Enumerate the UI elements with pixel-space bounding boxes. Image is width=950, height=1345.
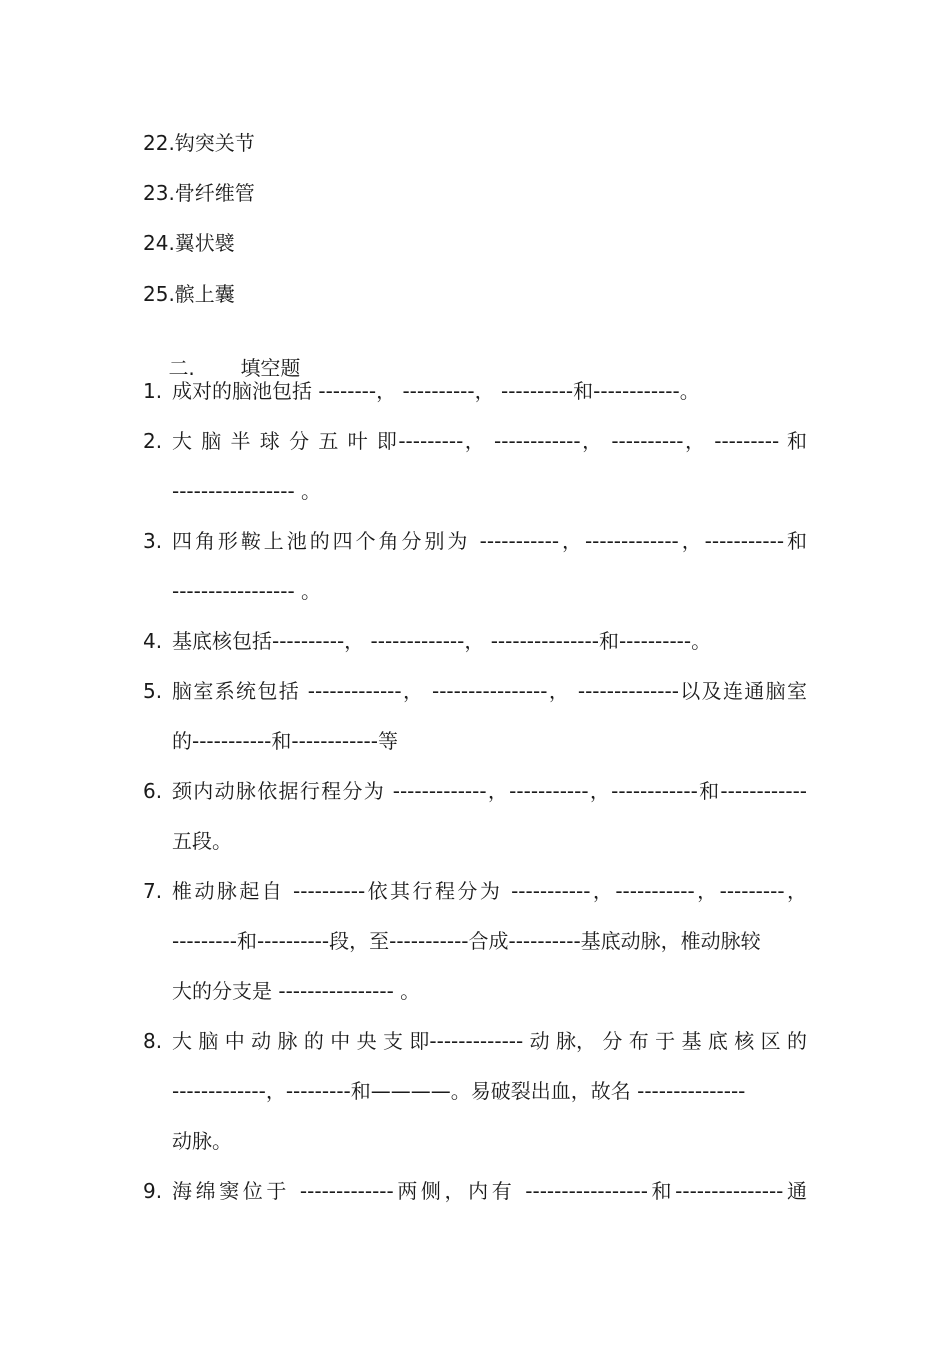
question-6 xyxy=(143,766,807,866)
question-line: 动脉。 xyxy=(172,1129,232,1153)
question-line: ----------------- 。 xyxy=(172,479,322,503)
question-number: 1. xyxy=(143,379,163,403)
term-item: 22.钩突关节 xyxy=(143,131,255,155)
question-line: 大 脑 中 动 脉 的 中 央 支 即------------- 动 脉， 分 布 于 基 底 核 区 的 xyxy=(172,1029,807,1053)
term-item: 24.翼状襞 xyxy=(143,231,235,255)
question-line: 颈内动脉依据行程分为 -------------，-----------，------------和------------ xyxy=(172,779,807,803)
term-item: 23.骨纤维管 xyxy=(143,181,255,205)
question-number: 6. xyxy=(143,779,163,803)
question-line: 大 脑 半 球 分 五 叶 即---------， ------------， ----------， --------- 和 xyxy=(172,429,807,453)
question-line: 四角形鞍上池的四个角分别为 -----------，-------------，-----------和 xyxy=(172,529,807,553)
question-5 xyxy=(143,666,807,766)
question-line: ----------------- 。 xyxy=(172,579,322,603)
question-4 xyxy=(143,616,807,666)
question-line: 基底核包括----------， -------------， ---------------和----------。 xyxy=(172,629,712,653)
question-line: 大的分支是 ---------------- 。 xyxy=(172,979,421,1003)
question-number: 7. xyxy=(143,879,163,903)
question-9 xyxy=(143,1166,807,1216)
question-1 xyxy=(143,366,807,416)
question-number: 5. xyxy=(143,679,163,703)
question-line: 的-----------和------------等 xyxy=(172,729,398,753)
question-7 xyxy=(143,866,807,1016)
question-2 xyxy=(143,416,807,516)
section-title: 填空题 xyxy=(240,356,301,380)
term-item: 25.髌上囊 xyxy=(143,282,235,306)
question-line: 椎动脉起自 ----------依其行程分为 -----------，-----------，---------， xyxy=(172,879,807,903)
question-number: 4. xyxy=(143,629,163,653)
question-8 xyxy=(143,1016,807,1166)
section-number: 二. xyxy=(168,356,195,380)
question-number: 8. xyxy=(143,1029,163,1053)
question-line: -------------，---------和————。易破裂出血，故名 --------------- xyxy=(172,1079,746,1103)
question-line: 成对的脑池包括 --------， ----------， ----------和------------。 xyxy=(172,379,700,403)
question-line: 海绵窦位于 -------------两侧，内有 -----------------和---------------通 xyxy=(172,1179,807,1203)
question-line: 脑室系统包括 -------------， ----------------， --------------以及连通脑室 xyxy=(172,679,807,703)
question-number: 3. xyxy=(143,529,163,553)
question-3 xyxy=(143,516,807,616)
question-line: ---------和----------段，至-----------合成----------基底动脉，椎动脉较 xyxy=(172,929,761,953)
question-line: 五段。 xyxy=(172,829,232,853)
question-number: 9. xyxy=(143,1179,163,1203)
question-number: 2. xyxy=(143,429,163,453)
